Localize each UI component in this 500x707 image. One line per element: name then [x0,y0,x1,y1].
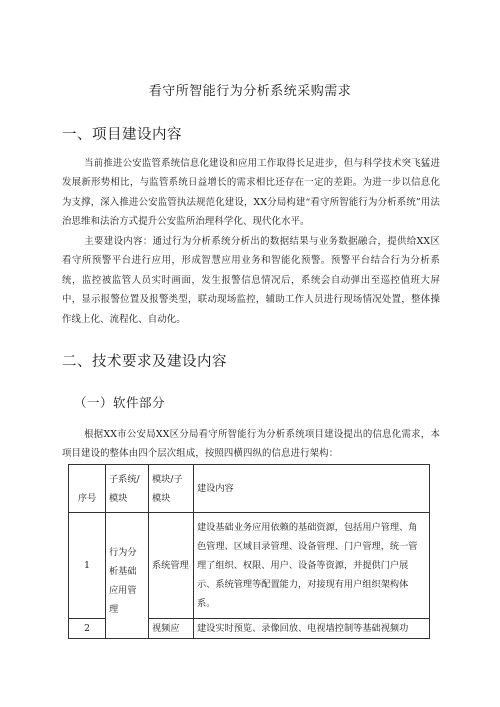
section-heading-technical-requirements: 二、技术要求及建设内容 [62,354,227,370]
paragraph-main-content [62,232,440,329]
requirements-table [68,464,430,639]
header-content: 建设内容 [194,465,430,513]
table-header-row [69,465,430,513]
paragraph-background [62,154,440,232]
row-no: 1 [69,513,106,619]
paragraph-background-text: 当前推进公安监管系统信息化建设和应用工作取得长足进步，但与科学技术突飞猛进发展新形势相比，与监管系统日益增长的需求相比还存在一定的差距。为进一步以信息化为支撑，深入推进公安监管执法规范化建设，XX分局构建“看守所智能行为分析系统”用法治思维和法治方式提升公安监所治理科学化、现代化水平。 [62,158,440,228]
paragraph-main-content-text: 主要建设内容：通过行为分析系统分析出的数据结果与业务数据融合，提供给XX区看守所预警平台进行应用，形成智慧应用业务和智能化预警。预警平台结合行为分析系统，监控被监管人员实时画面，发生报警信息情况后，系统会自动弹出至巡控值班大屏中，显示报警位置及报警类型，联动现场监控，辅助工作人员进行现场情况处置，整体操作线上化、流程化、自动化。 [62,236,440,325]
header-no: 序号 [69,465,106,513]
row-module: 系统管理 [149,513,194,619]
paragraph-architecture-text: 根据XX市公安局XX区分局看守所智能行为分析系统项目建设提出的信息化需求，本项目建设的整体由四个层次组成，按照四横四纵的信息进行架构： [62,429,440,460]
paragraph-architecture [62,425,440,464]
row-no: 2 [69,619,106,639]
row-module: 视频应 [149,619,194,639]
table-row [69,513,430,619]
document-title: 看守所智能行为分析系统采购需求 [148,84,352,99]
row-content: 建设基础业务应用依赖的基础资源，包括用户管理、角色管理、区域目录管理、设备管理、门户管理，统一管理了组织、权限、用户、设备等资源，并提供门户展示、系统管理等配置能力，对接现有用户组织架构体系。 [194,513,430,619]
header-module: 模块/子模块 [149,465,194,513]
subsection-heading-software: （一）软件部分 [74,395,166,410]
header-system: 子系统/模块 [106,465,149,513]
row-system: 行为分析基础应用管理 [106,513,149,639]
section-heading-project-content: 一、项目建设内容 [62,127,182,143]
row-content: 建设实时预览、录像回放、电视墙控制等基础视频功 [194,619,430,639]
